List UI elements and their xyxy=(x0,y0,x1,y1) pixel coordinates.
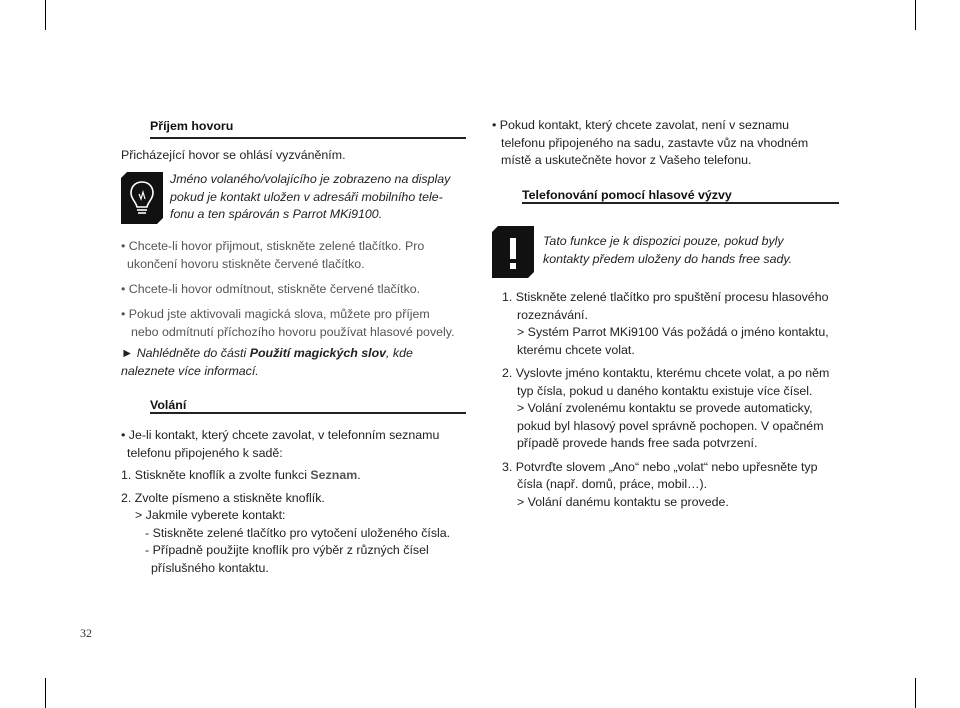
seznam-label: Seznam xyxy=(310,468,358,482)
heading-rule xyxy=(522,202,839,204)
exclamation-icon xyxy=(492,226,534,278)
voice-steps: 1. Stiskněte zelené tlačítko pro spuštění procesu hlasového rozeznávání. > Systém Parrot MKi9100 Vás požádá o jméno kontaktu, kterému chcete volat. 2. Vyslovte jméno kontaktu, kterému chcete volat, a po něm typ čísla, pokud u daného kontaktu existuje více čísel. > Volání zvolenému kontaktu se provede automaticky, pokud byl hlasový povel správně pochopen. V opačném případě provede hands free sada potvrzení. 3. Potvrďte slovem „Ano“ nebo „volat“ nebo upřesněte typ čísla (např. domů, práce, mobil…). > Volání danému kontaktu se provede. xyxy=(502,290,830,509)
step-1: 1. Stiskněte knoflík a zvolte funkci Seznam. xyxy=(121,468,361,482)
heading-rule xyxy=(150,137,466,139)
section-heading-voice: Telefonování pomocí hlasové výzvy xyxy=(522,188,732,202)
tip-text: Jméno volaného/volajícího je zobrazeno na display pokud je kontakt uložen v adresáři mobilního tele- fonu a ten spárován s Parrot MKi9100. xyxy=(170,172,451,221)
section-heading-volani: Volání xyxy=(150,398,187,412)
bullet-call-contact: • Je-li kontakt, který chcete zavolat, v telefonním seznamu telefonu připojeného k sadě: xyxy=(121,428,440,460)
section-heading-prijem: Příjem hovoru xyxy=(150,119,234,133)
tip-icon-box xyxy=(121,172,163,224)
lightbulb-icon xyxy=(121,172,163,224)
reference-link: Použití magických slov xyxy=(249,346,387,360)
heading-rule xyxy=(150,412,466,414)
crop-mark xyxy=(915,0,916,30)
crop-mark xyxy=(45,0,46,30)
intro-text: Přicházející hovor se ohlásí vyzváněním. xyxy=(121,148,346,162)
step-2-details: > Jakmile vyberete kontakt: - Stiskněte zelené tlačítko pro vytočení uloženého čísla. - Případně použijte knoflík pro výběr z různých čísel příslušného kontaktu. xyxy=(135,508,451,575)
crop-mark xyxy=(915,678,916,708)
reference-note: ► Nahlédněte do části Použití magických slov, kde naleznete více informací. xyxy=(121,346,413,378)
warning-text: Tato funkce je k dispozici pouze, pokud byly kontakty předem uloženy do hands free sady. xyxy=(543,234,793,266)
bullet-not-in-list: • Pokud kontakt, který chcete zavolat, není v seznamu telefonu připojeného na sadu, zastavte vůz na vhodném místě a uskutečněte hovor z Vašeho telefonu. xyxy=(492,118,809,167)
page-number: 32 xyxy=(80,626,92,640)
step-2: 2. Zvolte písmeno a stiskněte knoflík. xyxy=(121,491,325,505)
bullet-accept: • Chcete-li hovor přijmout, stiskněte zelené tlačítko. Pro ukončení hovoru stiskněte červené tlačítko. xyxy=(121,239,425,271)
crop-mark xyxy=(45,678,46,708)
bullet-magic-words: • Pokud jste aktivovali magická slova, můžete pro příjem nebo odmítnutí příchozího hovoru používat hlasové povely. xyxy=(121,307,455,339)
bullet-reject: • Chcete-li hovor odmítnout, stiskněte červené tlačítko. xyxy=(121,282,421,296)
warning-icon-box xyxy=(492,226,534,278)
